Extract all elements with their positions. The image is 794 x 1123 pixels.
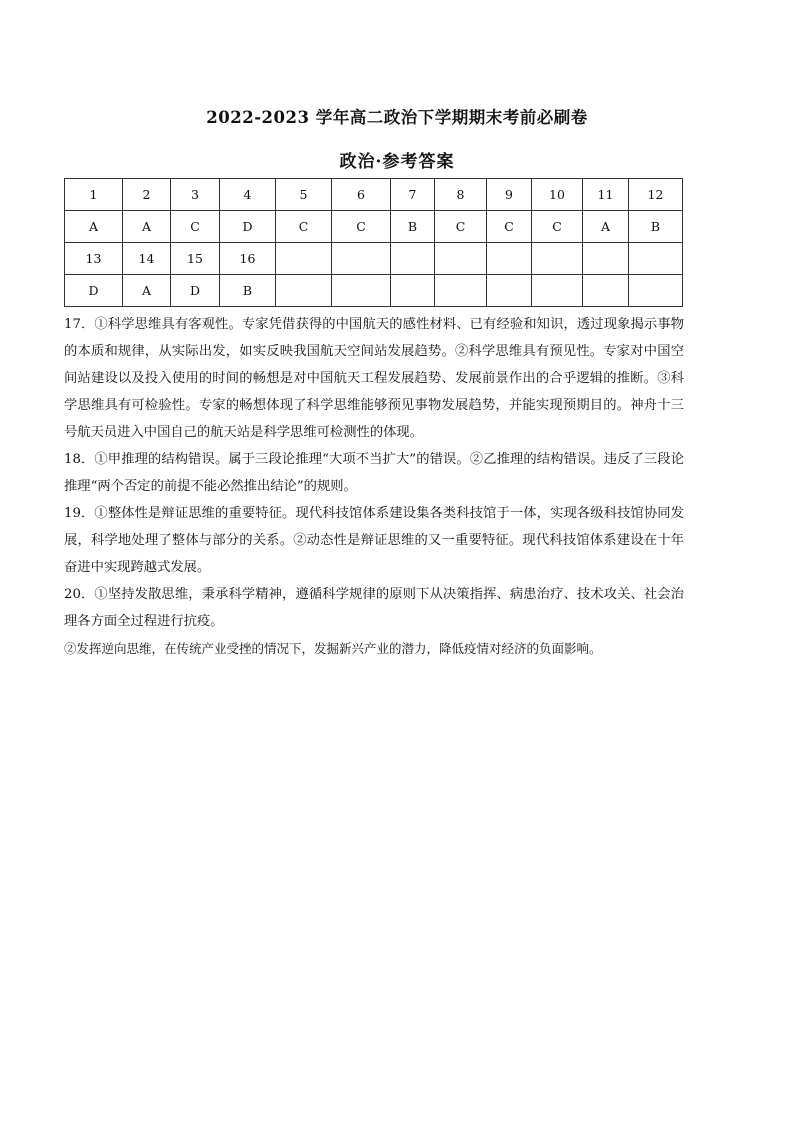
table-cell — [435, 243, 487, 275]
page-title: 2022-2023 学年高二政治下学期期末考前必刷卷 — [206, 108, 588, 127]
table-cell: 14 — [123, 243, 171, 275]
table-cell — [583, 243, 629, 275]
table-cell: 2 — [123, 179, 171, 211]
table-cell: A — [123, 211, 171, 243]
answer-20-part-1: 20．①坚持发散思维，秉承科学精神，遵循科学规律的原则下从决策指挥、病患治疗、技术攻关、社会治理各方面全过程进行抗疫。 — [64, 587, 684, 629]
table-cell: A — [123, 275, 171, 307]
table-cell: D — [220, 211, 276, 243]
table-cell — [332, 275, 391, 307]
table-row-answers-2 — [65, 275, 683, 307]
answer-20-part-2: ②发挥逆向思维，在传统产业受挫的情况下，发掘新兴产业的潜力，降低疫情对经济的负面影响。 — [64, 641, 602, 656]
table-cell: C — [435, 211, 487, 243]
table-cell: 12 — [629, 179, 683, 211]
table-cell — [391, 243, 435, 275]
table-cell — [629, 243, 683, 275]
table-cell: C — [276, 211, 332, 243]
table-row-numbers-1 — [65, 179, 683, 211]
table-cell: B — [629, 211, 683, 243]
table-cell — [532, 275, 583, 307]
table-cell — [276, 243, 332, 275]
table-cell — [532, 243, 583, 275]
table-cell — [629, 275, 683, 307]
table-cell: 5 — [276, 179, 332, 211]
table-cell: C — [332, 211, 391, 243]
table-cell: 10 — [532, 179, 583, 211]
table-cell: C — [487, 211, 532, 243]
table-cell: 16 — [220, 243, 276, 275]
table-cell: 3 — [171, 179, 220, 211]
table-cell: A — [65, 211, 123, 243]
answer-19: 19．①整体性是辩证思维的重要特征。现代科技馆体系建设集各类科技馆于一体，实现各级科技馆协同发展，科学地处理了整体与部分的关系。②动态性是辩证思维的又一重要特征。现代科技馆体系建设在十年奋进中实现跨越式发展。 — [64, 506, 684, 575]
table-cell: 4 — [220, 179, 276, 211]
table-cell: 9 — [487, 179, 532, 211]
table-cell: 1 — [65, 179, 123, 211]
table-cell: B — [220, 275, 276, 307]
answer-18: 18．①甲推理的结构错误。属于三段论推理“大项不当扩大”的错误。②乙推理的结构错误。违反了三段论推理“两个否定的前提不能必然推出结论”的规则。 — [64, 452, 684, 494]
table-cell: D — [171, 275, 220, 307]
table-cell — [332, 243, 391, 275]
table-cell: D — [65, 275, 123, 307]
table-cell — [391, 275, 435, 307]
table-cell: 11 — [583, 179, 629, 211]
table-cell — [583, 275, 629, 307]
answer-explanations — [64, 311, 684, 662]
page-subtitle: 政治·参考答案 — [339, 152, 455, 172]
table-cell: C — [171, 211, 220, 243]
answer-17: 17．①科学思维具有客观性。专家凭借获得的中国航天的感性材料、已有经验和知识，透过现象揭示事物的本质和规律，从实际出发，如实反映我国航天空间站发展趋势。②科学思维具有预见性。专家对中国空间站建设以及投入使用的时间的畅想是对中国航天工程发展趋势、发展前景作出的合乎逻辑的推断。③科学思维具有可检验性。专家的畅想体现了科学思维能够预见事物发展趋势，并能实现预期目的。神舟十三号航天员进入中国自己的航天站是科学思维可检测性的体现。 — [64, 317, 684, 440]
table-cell: C — [532, 211, 583, 243]
table-cell: 6 — [332, 179, 391, 211]
table-cell — [487, 275, 532, 307]
answer-table — [64, 178, 683, 307]
table-cell: 7 — [391, 179, 435, 211]
table-row-numbers-2 — [65, 243, 683, 275]
table-cell: 13 — [65, 243, 123, 275]
table-cell — [435, 275, 487, 307]
table-cell: 8 — [435, 179, 487, 211]
table-cell: B — [391, 211, 435, 243]
table-cell — [276, 275, 332, 307]
table-cell: A — [583, 211, 629, 243]
table-cell — [487, 243, 532, 275]
table-row-answers-1 — [65, 211, 683, 243]
table-cell: 15 — [171, 243, 220, 275]
